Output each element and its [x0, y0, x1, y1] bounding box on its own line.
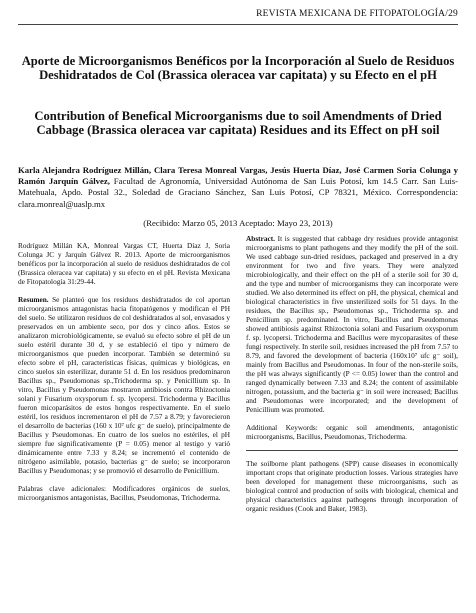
- abstract-paragraph: [246, 234, 458, 414]
- introduction-text: The soilborne plant pathogens (SPP) cause diseases in economically important crops that originate production losses. Various strategies have been developed for management these microorganisms, such as biological control and production of soils with biological, chemical and physical characteristics against pathogens through incorporation of organic residues (Cook and Baker, 1983).: [246, 459, 458, 513]
- abstract-text: It is suggested that cabbage dry residues provide antagonist microorganisms to plant pathogens and they modify the pH of the soil. We used cabbage sun-dried residues, packaged and preserved in a dry environment for two and five years. They were analyzed microbiologically, and their effect on the pH of a sterile soil for 30 d, and the type and number of microorganisms they can incorporate were studied. We also determined its effect on pH, the physical, chemical and biological characteristics in five unsterilized soils for 51 days. In the residues, the Bacillus sp., Pseudomonas sp., Trichoderma sp. and Penicillium sp. predominated. In vitro, Bacillus and Pseudomonas showed antibiosis against Rhizoctonia solani and Fusarium oxysporum f. sp. lycopersi. Trichoderma and Bacillus were mycoparasites of these fungi respectively. In sterile soil, residues increased the pH from 7.57 to 8.79, and favored the development of bacteria (160x10⁷ ufc g⁻ soil), mainly from Bacillus and Pseudomonas. In four of the non-sterile soils, the pH was always significantly (P <= 0.05) lower than the control and ranged dynamically between 7.33 and 8.24; the content of assimilable nitrogen, potassium, and the bacteria g⁻ in soil were increased; Bacillus and Pseudomonas were incorporated; and the development of Penicillium was promoted.: [246, 234, 458, 414]
- received-dates: (Recibido: Marzo 05, 2013 Aceptado: Mayo 23, 2013): [143, 218, 333, 228]
- title-english: Contribution of Benefical Microorganisms due to soil Amendments of Dried Cabbage (Brassica oleracea var capitata) Residues and its Effect on pH soil: [34, 109, 442, 138]
- journal-name: REVISTA MEXICANA DE: [256, 9, 367, 19]
- citation: Rodríguez Millán KA, Monreal Vargas CT, Huerta Díaz J, Soria Colunga JC y Jarquín Gálvez R. 2013. Aporte de microorganismos benéficos por la incorporación al suelo de residuos deshidratados de col (Brassica oleracea var capitata) y su efecto en el pH. Revista Mexicana de Fitopatología 31:29-44.: [18, 241, 230, 286]
- keywords-spanish: Palabras clave adicionales: Modificadores orgánicos de suelos, microorganismos antagonistas, Bacillus, Pseudomonas, Trichoderma.: [18, 484, 230, 502]
- author-names: Karla Alejandra Rodríguez Millán, Clara Teresa Monreal Vargas, Jesús Huerta Díaz, José Carmen Soria Colunga y Ramón Jarquín Gálvez,: [18, 165, 458, 187]
- abstract-label: Abstract.: [246, 234, 275, 243]
- author-block: [18, 165, 458, 210]
- resumen-text: Se planteó que los residuos deshidratados de col aportan microorganismos antagonistas hacia fitopatógenos y modifican el PH del suelo. Se utilizaron residuos de col deshidratados al sol, envasados y preservados en un ambiente seco, por dos y cinco años. Estos se analizaron microbiológicamente, se evaluó su efecto sobre el pH de un suelo estéril durante 30 d, y se estableció el tipo y número de microorganismos que pueden incorporar. También se determinó su efecto sobre el pH, características físicas, químicas y biológicas, en cinco suelos sin esterilizar, durante 51 d. En los residuos predominaron Bacillus sp., Pseudomonas sp.,Trichoderma sp. y Penicillium sp. In vitro, Bacillus y Pseudomonas mostraron antibiosis contra Rhizoctonia solani y Fusarium oxysporum f. sp. lycopersi. Trichoderma y Bacillus fueron micoparásitos de estos hongos respectivamente. En el suelo estéril, los residuos incrementaron el pH de 7.57 a 8.79; y favorecieron el desarrollo de bacterias (160 x 10⁷ ufc g⁻ de suelo), principalmente de Bacillus y Pseudomonas. En cuatro de los suelos no estériles, el pH siempre fue significativamente (P = 0.05) menor al testigo y varió dinámicamente entre 7.33 y 8.24; se incrementó el contenido de nitrógeno asimilable, potasio, bacterias g⁻ de suelo; se incorporaron Bacillus y Pseudomonas; y se promovió el desarrollo de Penicillium.: [18, 295, 230, 475]
- page-number: /29: [445, 9, 458, 19]
- right-column: [246, 234, 458, 522]
- journal-brand: FITOPATOLOGÍA: [369, 9, 446, 19]
- left-column: [18, 241, 230, 511]
- title-spanish: Aporte de Microorganismos Benéficos por la Incorporación al Suelo de Residuos Deshidratados de Col (Brassica oleracea var capitata) y su Efecto en el pH: [21, 54, 455, 83]
- keywords-english: Additional Keywords: organic soil amendments, antagonistic microorganisms, Bacillus, Pseudomonas, Trichoderma.: [246, 423, 458, 441]
- resumen-label: Resumen.: [18, 295, 49, 304]
- affiliation: Facultad de Agronomía, Universidad Autónoma de San Luis Potosí, km 14.5 Carr. San Luis-Matehuala, Apdo. Postal 32., Soledad de Graciano Sánchez, San Luis Potosí, CP 78321, México. Correspondencia: clara.monreal@uaslp.mx: [18, 176, 458, 209]
- running-header: [256, 9, 458, 19]
- header-rule: [18, 24, 458, 25]
- resumen-paragraph: [18, 295, 230, 475]
- section-divider: [246, 450, 458, 451]
